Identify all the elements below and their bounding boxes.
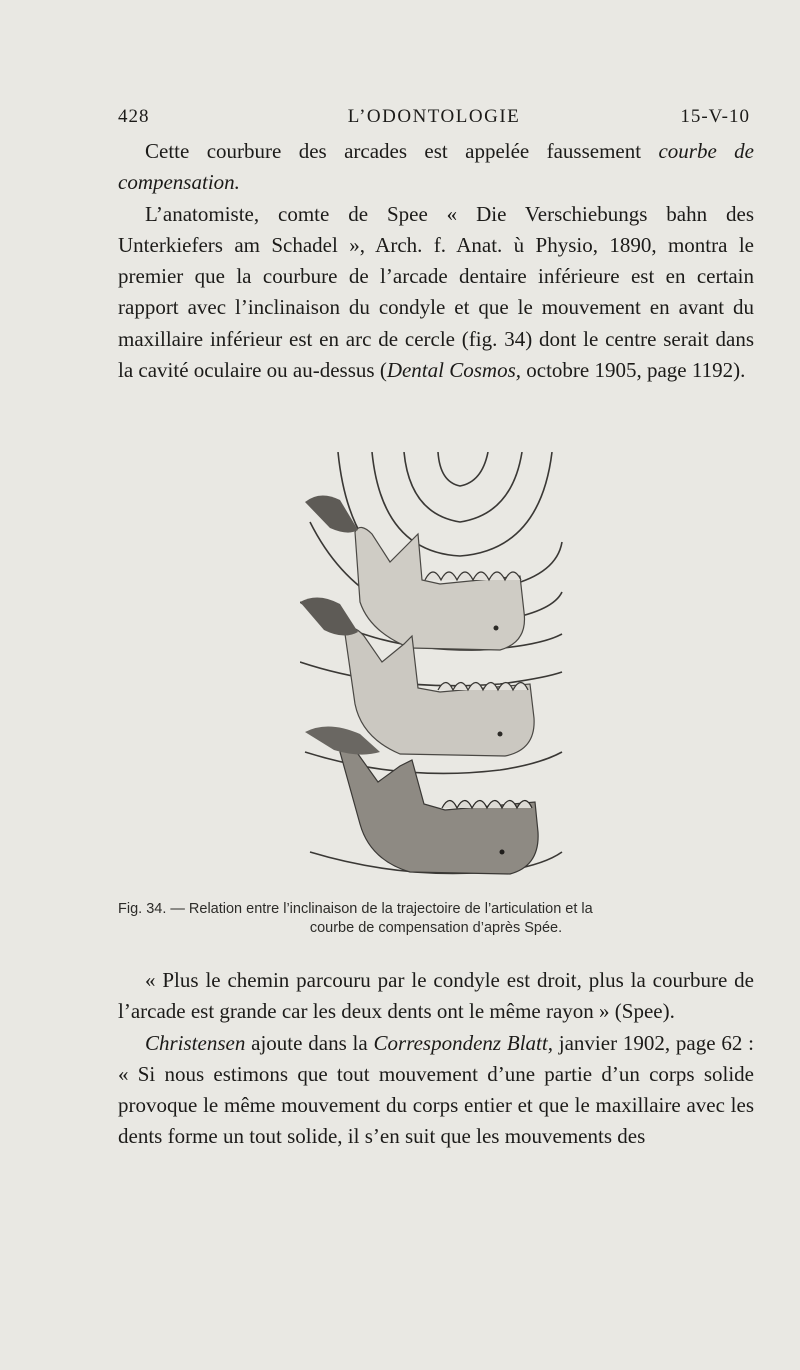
paragraph-4: Christensen ajoute dans la Correspondenz Blatt, janvier 1902, page 62 : « Si nous estimons que tout mouvement d’une partie d’un corps solide provoque le même mouvement du corps entier et que le maxillaire avec les dents forme un tout solide, il s’en suit que les mouvements des — [118, 1030, 755, 1149]
bottom-text-block — [118, 965, 754, 1153]
figure-caption — [118, 900, 754, 938]
journal-title: L’ODONTOLOGIE — [347, 106, 521, 127]
jaw-figure-illustration — [300, 452, 570, 890]
page-number: 428 — [118, 106, 150, 127]
paragraph-3: « Plus le chemin parcouru par le condyle est droit, plus la courbure de l’arcade est grande car les deux dents ont le même rayon » (Spee). — [118, 968, 754, 1024]
paragraph-2: L’anatomiste, comte de Spee « Die Verschiebungs bahn des Unterkiefers am Schadel », Arch. f. Anat. ù Physio, 1890, montra le premier que la courbure de l’arcade dentaire inférieure est en certain rapport avec l’inclinaison du condyle et que le mouvement en avant du maxillaire inférieur est en arc de cercle (fig. 34) dont le centre serait dans la cavité oculaire ou au-dessus (Dental Cosmos, octobre 1905, page 1192). — [118, 201, 754, 383]
paragraph-1: Cette courbure des arcades est appelée faussement courbe de compensation. — [118, 139, 754, 195]
top-text-block — [118, 136, 754, 386]
issue-date: 15-V-10 — [680, 106, 750, 127]
caption-line-2: courbe de compensation d’après Spée. — [309, 920, 563, 936]
caption-line-1: Fig. 34. — Relation entre l’inclinaison de la trajectoire de l’articulation et la — [118, 901, 593, 917]
